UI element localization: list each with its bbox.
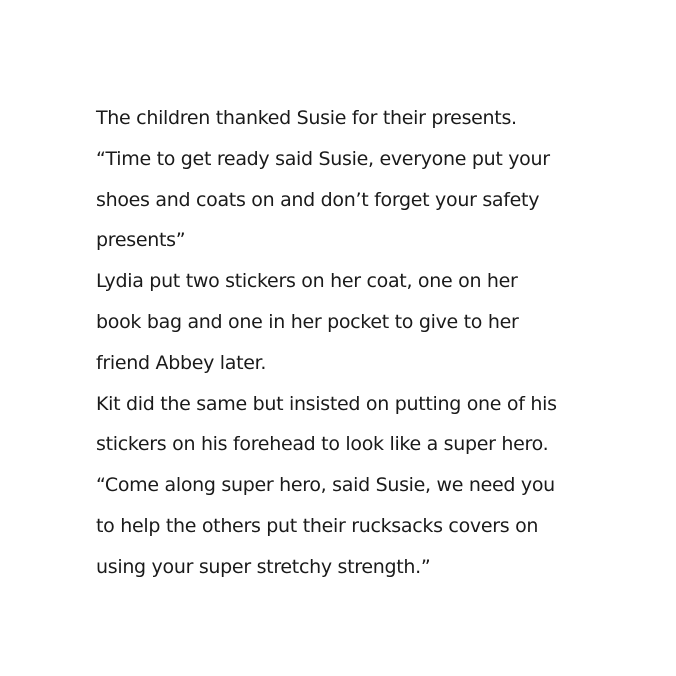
story-line: presents” (96, 229, 186, 252)
story-line: book bag and one in her pocket to give to her (96, 310, 519, 333)
story-line: “Come along super hero, said Susie, we need you (96, 474, 555, 497)
story-line: The children thanked Susie for their presents. (96, 107, 517, 129)
story-line: to help the others put their rucksacks covers on (96, 514, 539, 537)
story-line: stickers on his forehead to look like a super hero. (96, 433, 549, 456)
story-text (96, 98, 566, 588)
story-line: Lydia put two stickers on her coat, one on her (96, 270, 518, 293)
story-line: Kit did the same but insisted on putting one of his (96, 392, 557, 415)
story-line: “Time to get ready said Susie, everyone put your (96, 147, 550, 170)
story-line: using your super stretchy strength.” (96, 555, 431, 578)
story-line: friend Abbey later. (96, 351, 267, 374)
story-line: shoes and coats on and don’t forget your safety (96, 188, 540, 211)
